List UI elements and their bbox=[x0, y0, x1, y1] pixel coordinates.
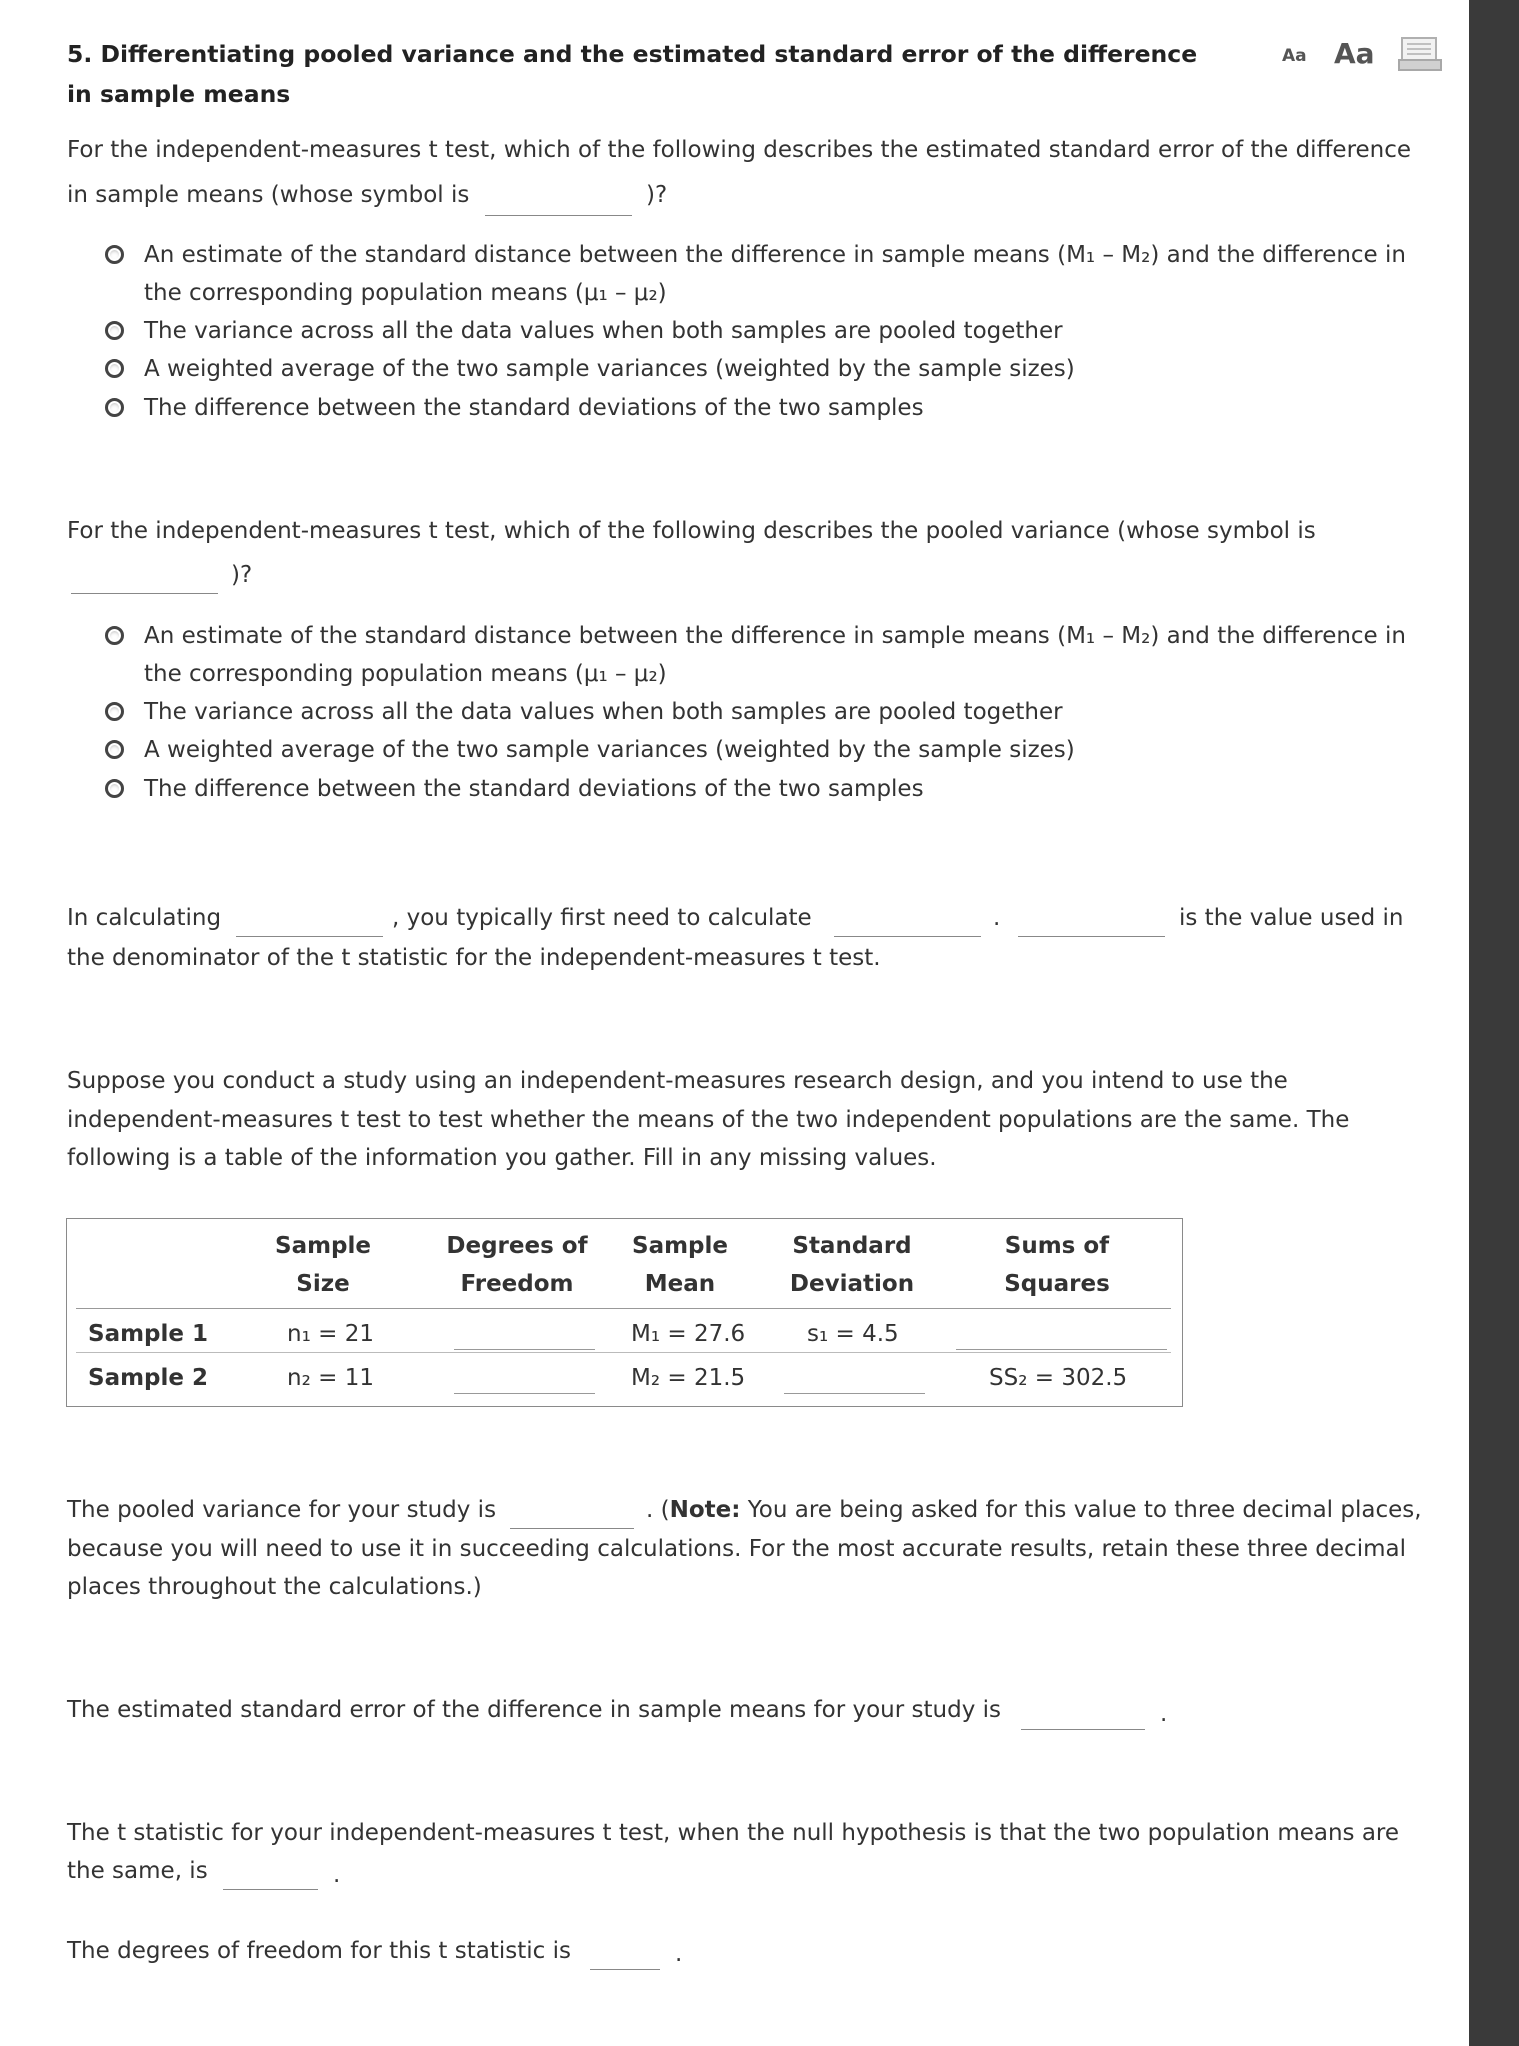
q2-option-1-line1: An estimate of the standard distance between the difference in sample means (M₁ – M₂) and the difference in bbox=[144, 623, 1406, 649]
q4-text-line3: following is a table of the information you gather. Fill in any missing values. bbox=[67, 1145, 937, 1171]
font-size-large-button[interactable]: Aa bbox=[1334, 37, 1375, 70]
q2-option-2-label: The variance across all the data values when both samples are pooled together bbox=[144, 699, 1063, 725]
radio-button[interactable] bbox=[105, 321, 124, 340]
q1-symbol-blank[interactable] bbox=[485, 189, 632, 216]
q5-note-label: Note: bbox=[669, 1497, 741, 1523]
row-2-sd-blank[interactable] bbox=[784, 1391, 925, 1394]
q5-note: . (Note: You are being asked for this value to three decimal places, bbox=[646, 1497, 1422, 1523]
q1-option-1-line2: the corresponding population means (μ₁ – μ₂) bbox=[144, 280, 667, 306]
q3-text-line2: the denominator of the t statistic for the independent-measures t test. bbox=[67, 945, 881, 971]
header-sample-mean: Sample Mean bbox=[632, 1233, 728, 1297]
q5-text-part1: The pooled variance for your study is bbox=[67, 1497, 497, 1523]
q4-text-line2: independent-measures t test to test whether the means of the two independent populations are the same. The bbox=[67, 1107, 1350, 1133]
row-1-size: n₁ = 21 bbox=[287, 1321, 374, 1347]
radio-button[interactable] bbox=[105, 740, 124, 759]
row-1-mean: M₁ = 27.6 bbox=[631, 1321, 746, 1347]
q7-t-statistic-blank[interactable] bbox=[223, 1863, 318, 1890]
q3-blank-3[interactable] bbox=[1018, 910, 1165, 937]
row-2-mean: M₂ = 21.5 bbox=[631, 1365, 746, 1391]
question-title-text: Differentiating pooled variance and the estimated standard error of the difference in sample means bbox=[67, 40, 1198, 108]
row-1-ss-blank[interactable] bbox=[956, 1347, 1167, 1350]
q1-prompt-line1: For the independent-measures t test, which of the following describes the estimated standard error of the difference bbox=[67, 137, 1412, 163]
q1-option-4[interactable] bbox=[105, 389, 924, 427]
q2-option-1[interactable] bbox=[105, 617, 1406, 693]
q6-standard-error-blank[interactable] bbox=[1021, 1703, 1145, 1730]
q3-text-part3: . bbox=[993, 905, 1001, 931]
radio-button[interactable] bbox=[105, 702, 124, 721]
row-2-size: n₂ = 11 bbox=[287, 1365, 374, 1391]
question-title bbox=[67, 34, 1227, 114]
header-sums-of-squares: Sums of Squares bbox=[1004, 1233, 1110, 1297]
q4-text-line1: Suppose you conduct a study using an independent-measures research design, and you intend to use the bbox=[67, 1068, 1288, 1094]
q1-option-3[interactable] bbox=[105, 350, 1075, 388]
q7-text-line2: the same, is bbox=[67, 1858, 208, 1884]
q3-blank-1[interactable] bbox=[236, 910, 383, 937]
q5-pooled-variance-blank[interactable] bbox=[510, 1502, 634, 1529]
q1-option-4-label: The difference between the standard deviations of the two samples bbox=[144, 395, 924, 421]
row-1-label: Sample 1 bbox=[88, 1321, 209, 1347]
q7-period: . bbox=[333, 1862, 341, 1888]
header-degrees-of-freedom: Degrees of Freedom bbox=[446, 1233, 588, 1297]
radio-button[interactable] bbox=[105, 245, 124, 264]
row-divider bbox=[76, 1352, 1171, 1353]
q3-text-part2: , you typically first need to calculate bbox=[392, 905, 812, 931]
q8-period: . bbox=[675, 1941, 683, 1967]
q2-option-1-line2: the corresponding population means (μ₁ – μ₂) bbox=[144, 661, 667, 687]
header-sample-size: Sample Size bbox=[275, 1233, 371, 1297]
header-standard-deviation: Standard Deviation bbox=[789, 1233, 915, 1297]
q8-df-blank[interactable] bbox=[590, 1943, 660, 1970]
q5-text-line3: places throughout the calculations.) bbox=[67, 1574, 482, 1600]
radio-button[interactable] bbox=[105, 398, 124, 417]
q6-text: The estimated standard error of the difference in sample means for your study is bbox=[67, 1697, 1002, 1723]
q2-symbol-blank[interactable] bbox=[71, 567, 218, 594]
q1-option-1-line1: An estimate of the standard distance between the difference in sample means (M₁ – M₂) and the difference in bbox=[144, 242, 1406, 268]
q2-option-4-label: The difference between the standard deviations of the two samples bbox=[144, 776, 924, 802]
q2-option-3-label: A weighted average of the two sample variances (weighted by the sample sizes) bbox=[144, 737, 1075, 763]
q2-option-2[interactable] bbox=[105, 693, 1063, 731]
radio-button[interactable] bbox=[105, 359, 124, 378]
q2-option-4[interactable] bbox=[105, 770, 924, 808]
q1-option-2-label: The variance across all the data values when both samples are pooled together bbox=[144, 318, 1063, 344]
header-divider bbox=[76, 1308, 1171, 1309]
q3-text-part1: In calculating bbox=[67, 905, 222, 931]
row-1-df-blank[interactable] bbox=[454, 1347, 595, 1350]
q3-text-part4: is the value used in bbox=[1179, 905, 1404, 931]
q6-period: . bbox=[1160, 1701, 1168, 1727]
row-2-ss: SS₂ = 302.5 bbox=[989, 1365, 1128, 1391]
row-2-label: Sample 2 bbox=[88, 1365, 209, 1391]
data-table bbox=[66, 1218, 1183, 1407]
q2-prompt-line1: For the independent-measures t test, which of the following describes the pooled variance (whose symbol is bbox=[67, 518, 1316, 544]
radio-button[interactable] bbox=[105, 626, 124, 645]
q2-option-3[interactable] bbox=[105, 731, 1075, 769]
font-size-small-button[interactable]: Aa bbox=[1282, 46, 1307, 66]
q3-blank-2[interactable] bbox=[834, 910, 981, 937]
q1-option-1[interactable] bbox=[105, 236, 1406, 312]
row-2-df-blank[interactable] bbox=[454, 1391, 595, 1394]
q1-prompt-line2: in sample means (whose symbol is bbox=[67, 182, 470, 208]
q1-prompt-end: )? bbox=[646, 182, 668, 208]
q1-option-2[interactable] bbox=[105, 312, 1063, 350]
q8-text: The degrees of freedom for this t statistic is bbox=[67, 1938, 571, 1964]
print-icon[interactable] bbox=[1398, 36, 1442, 72]
question-number: 5. bbox=[67, 40, 93, 68]
q2-prompt-end: )? bbox=[231, 562, 253, 588]
row-1-sd: s₁ = 4.5 bbox=[807, 1321, 899, 1347]
radio-button[interactable] bbox=[105, 779, 124, 798]
q7-text-line1: The t statistic for your independent-measures t test, when the null hypothesis is that the two population means are bbox=[67, 1820, 1400, 1846]
q5-text-line2: because you will need to use it in succeeding calculations. For the most accurate results, retain these three decimal bbox=[67, 1536, 1406, 1562]
q1-option-3-label: A weighted average of the two sample variances (weighted by the sample sizes) bbox=[144, 356, 1075, 382]
